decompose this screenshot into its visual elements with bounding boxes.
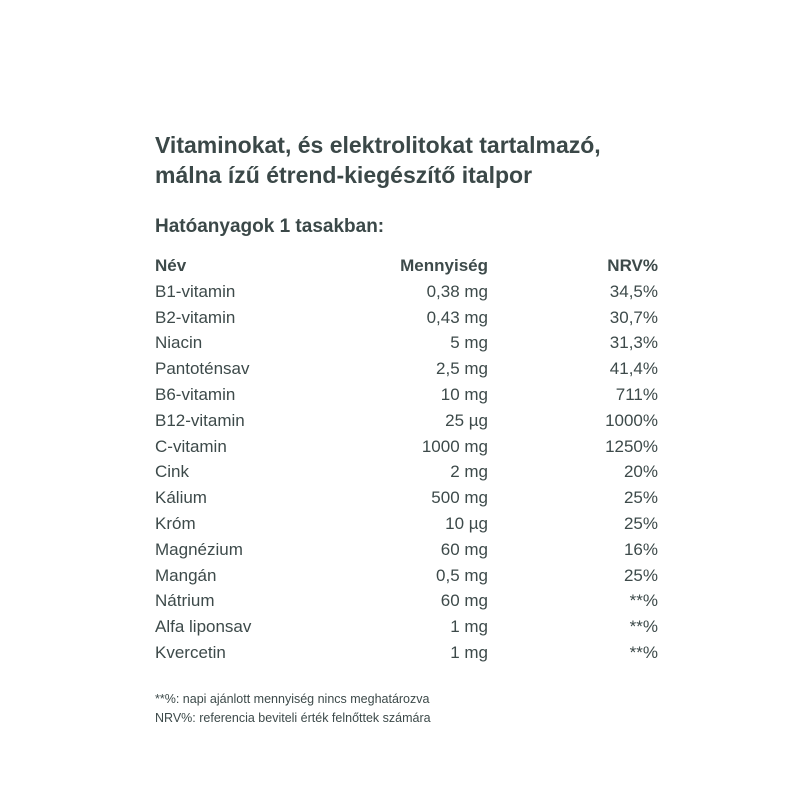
cell-name: Kálium <box>155 488 207 508</box>
cell-nrv: 16% <box>623 539 658 559</box>
cell-name: Pantoténsav <box>155 359 250 379</box>
header-name: Név <box>155 256 187 275</box>
table-row <box>155 356 658 382</box>
cell-nrv: 20% <box>623 462 658 482</box>
cell-nrv: 1000% <box>605 410 658 430</box>
table-body <box>155 279 658 666</box>
footnote-unspecified: **%: napi ajánlott mennyiség nincs meghatározva <box>155 691 430 706</box>
cell-quantity: 60 mg <box>440 591 488 611</box>
cell-name: B2-vitamin <box>155 307 236 327</box>
cell-name: C-vitamin <box>155 436 227 456</box>
cell-quantity: 2,5 mg <box>436 359 488 379</box>
cell-name: Cink <box>155 462 190 482</box>
cell-name: Króm <box>155 513 196 533</box>
table-row <box>155 434 658 460</box>
cell-nrv: 34,5% <box>609 281 658 301</box>
table-row <box>155 382 658 408</box>
product-title-line-1: Vitaminokat, és elektrolitokat tartalmazó, <box>155 132 601 158</box>
table-row <box>155 563 658 589</box>
cell-nrv: 1250% <box>605 436 658 456</box>
cell-nrv: **% <box>629 642 658 662</box>
cell-name: B12-vitamin <box>155 410 245 430</box>
cell-name: Magnézium <box>155 539 243 559</box>
product-title <box>155 130 675 190</box>
cell-name: Nátrium <box>155 591 215 611</box>
table-row <box>155 537 658 563</box>
cell-nrv: 41,4% <box>609 359 658 379</box>
cell-nrv: 30,7% <box>609 307 658 327</box>
ingredients-table <box>155 253 658 666</box>
cell-name: Alfa liponsav <box>155 617 252 637</box>
cell-nrv: **% <box>629 591 658 611</box>
cell-quantity: 5 mg <box>450 333 488 353</box>
cell-name: Kvercetin <box>155 642 226 662</box>
table-row <box>155 614 658 640</box>
label-panel <box>155 130 675 728</box>
cell-quantity: 2 mg <box>450 462 488 482</box>
cell-name: Mangán <box>155 565 217 585</box>
table-row <box>155 485 658 511</box>
product-title-line-2: málna ízű étrend-kiegészítő italpor <box>155 162 533 188</box>
cell-quantity: 1 mg <box>450 617 488 637</box>
cell-quantity: 500 mg <box>431 488 488 508</box>
cell-nrv: 25% <box>623 513 658 533</box>
cell-quantity: 0,43 mg <box>426 307 488 327</box>
header-quantity: Mennyiség <box>400 256 488 275</box>
cell-quantity: 1000 mg <box>421 436 488 456</box>
ingredients-heading: Hatóanyagok 1 tasakban: <box>155 216 385 237</box>
cell-quantity: 60 mg <box>440 539 488 559</box>
cell-nrv: 711% <box>615 384 658 404</box>
footnotes <box>155 690 675 728</box>
cell-name: B1-vitamin <box>155 281 236 301</box>
table-row <box>155 279 658 305</box>
table-row <box>155 459 658 485</box>
cell-name: B6-vitamin <box>155 384 236 404</box>
footnote-nrv: NRV%: referencia beviteli érték felnőttek számára <box>155 710 431 725</box>
cell-quantity: 25 µg <box>445 410 488 430</box>
cell-quantity: 0,5 mg <box>436 565 488 585</box>
table-row <box>155 588 658 614</box>
table-header-row <box>155 253 658 279</box>
cell-name: Niacin <box>155 333 203 353</box>
cell-nrv: **% <box>629 617 658 637</box>
cell-nrv: 25% <box>623 565 658 585</box>
table-row <box>155 408 658 434</box>
table-row <box>155 640 658 666</box>
cell-quantity: 1 mg <box>450 642 488 662</box>
cell-quantity: 0,38 mg <box>426 281 488 301</box>
header-nrv: NRV% <box>607 256 658 275</box>
cell-nrv: 31,3% <box>609 333 658 353</box>
cell-quantity: 10 mg <box>440 384 488 404</box>
table-row <box>155 330 658 356</box>
cell-nrv: 25% <box>623 488 658 508</box>
table-row <box>155 511 658 537</box>
cell-quantity: 10 µg <box>445 513 488 533</box>
table-row <box>155 305 658 331</box>
